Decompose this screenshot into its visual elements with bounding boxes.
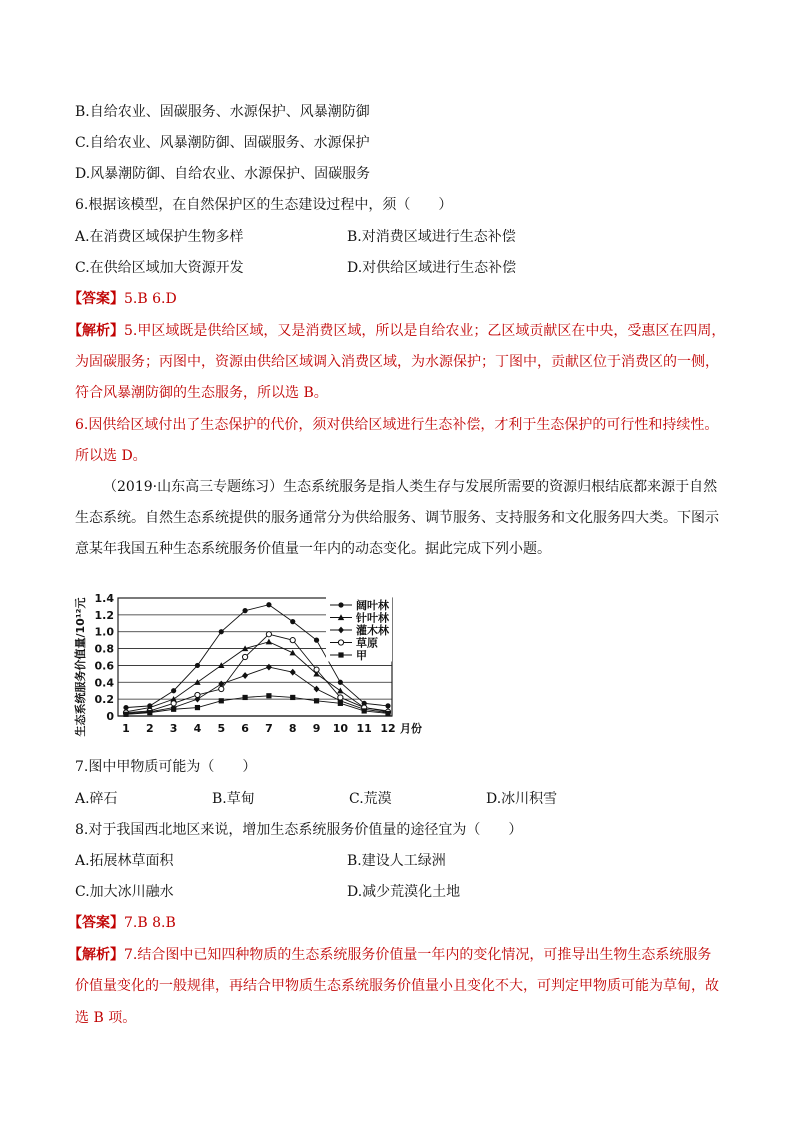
q7-option-b: B.草甸 [212, 791, 255, 807]
legend-entry: 针叶林 [356, 611, 389, 625]
y-tick-label: 1.4 [94, 592, 114, 605]
data-point [123, 712, 128, 717]
data-point [290, 638, 295, 643]
explanation-7-8-line2: 价值量变化的一般规律，再结合甲物质生态系统服务价值量小且变化不大，可判定甲物质可能为草甸，故 [75, 978, 719, 994]
explanation-5-6-line1 [68, 321, 725, 341]
x-tick-label: 6 [241, 722, 249, 735]
q5-option-b: B.自给农业、固碳服务、水源保护、风暴潮防御 [75, 104, 370, 120]
answer-5-6 [68, 289, 177, 309]
data-point [195, 692, 200, 697]
answer-text: 7.B 8.B [124, 915, 176, 931]
y-tick-label: 0 [106, 710, 114, 723]
series-line [126, 667, 388, 713]
q6-option-b: B.对消费区域进行生态补偿 [347, 229, 516, 245]
intro-line1: （2019·山东高三专题练习）生态系统服务是指人类生存与发展所需要的资源归根结底都来源于自然 [103, 479, 718, 495]
explanation-7-8-line3: 选 B 项。 [75, 1010, 137, 1026]
legend-marker [338, 652, 343, 657]
explanation-7-8-line1 [68, 945, 711, 965]
data-point [195, 663, 200, 668]
data-point [219, 686, 224, 691]
data-point [219, 698, 224, 703]
explanation-5-6-line3: 符合风暴潮防御的生态服务，所以选 B。 [75, 385, 328, 401]
data-point [242, 654, 247, 659]
data-point [362, 708, 367, 713]
y-tick-label: 1.0 [94, 625, 114, 639]
explanation-5-6-line5: 所以选 D。 [75, 448, 147, 464]
answer-text: 5.B 6.D [124, 291, 177, 307]
q6-stem: 6.根据该模型，在自然保护区的生态建设过程中，须（ ） [75, 197, 453, 213]
legend-marker [338, 602, 343, 607]
data-point [290, 695, 295, 700]
data-point [171, 688, 176, 693]
data-point [195, 705, 200, 710]
data-point [242, 608, 247, 613]
y-tick-label: 0.2 [94, 693, 114, 707]
explanation-text: 5.甲区域既是供给区域，又是消费区域，所以是自给农业；乙区域贡献区在中央，受惠区在四周， [124, 323, 726, 339]
x-tick-label: 10 [332, 722, 349, 735]
data-point [266, 639, 272, 645]
x-tick-label: 1 [122, 722, 130, 735]
q6-option-d: D.对供给区域进行生态补偿 [347, 260, 517, 276]
explanation-5-6-line2: 为固碳服务；丙图中，资源由供给区域调入消费区域，为水源保护；丁图中，贡献区位于消费区的一侧， [75, 354, 719, 370]
data-point [338, 680, 343, 685]
data-point [338, 695, 343, 700]
q8-option-c: C.加大冰川融水 [75, 884, 174, 900]
data-point [242, 695, 247, 700]
y-tick-label: 0.6 [94, 659, 114, 673]
explanation-text: 7.结合图中已知四种物质的生态系统服务价值量一年内的变化情况，可推导出生物生态系统服务 [124, 947, 712, 963]
q7-stem: 7.图中甲物质可能为（ ） [75, 759, 257, 775]
data-point [337, 688, 343, 694]
explanation-tag: 【解析】 [68, 323, 124, 339]
q6-option-c: C.在供给区域加大资源开发 [75, 260, 244, 276]
x-tick-label: 2 [145, 722, 154, 735]
answer-tag: 【答案】 [68, 915, 124, 931]
q6-option-a: A.在消费区域保护生物多样 [75, 229, 244, 245]
x-tick-label: 3 [169, 722, 178, 735]
data-point [242, 672, 248, 679]
explanation-tag: 【解析】 [68, 947, 124, 963]
legend-entry: 灌木林 [356, 624, 389, 637]
data-point [171, 707, 176, 712]
q8-option-d: D.减少荒漠化土地 [347, 884, 461, 900]
q8-stem: 8.对于我国西北地区来说，增加生态系统服务价值量的途径宜为（ ） [75, 822, 523, 838]
q7-option-d: D.冰川积雪 [486, 791, 558, 807]
ecosystem-value-line-chart [72, 568, 422, 743]
data-point [266, 664, 272, 671]
x-tick-label: 11 [356, 722, 372, 735]
data-point [385, 703, 390, 708]
data-point [314, 638, 319, 643]
data-point [314, 686, 320, 693]
series-line [126, 696, 388, 715]
explanation-5-6-line4: 6.因供给区域付出了生态保护的代价，须对供给区域进行生态补偿，才利于生态保护的可行性和持续性。 [75, 417, 719, 433]
data-point [266, 632, 271, 637]
q8-option-a: A.拓展林草面积 [75, 853, 174, 869]
x-tick-label: 8 [288, 722, 297, 735]
legend-marker [338, 640, 343, 645]
y-tick-label: 0.8 [94, 642, 114, 656]
data-point [219, 629, 224, 634]
legend-entry: 阔叶林 [356, 599, 389, 612]
legend-entry: 甲 [356, 649, 367, 662]
y-tick-label: 1.2 [94, 608, 114, 622]
q5-option-d: D.风暴潮防御、自给农业、水源保护、固碳服务 [75, 166, 371, 182]
intro-line3: 意某年我国五种生态系统服务价值量一年内的动态变化。据此完成下列小题。 [75, 541, 551, 557]
x-tick-label: 9 [312, 722, 321, 735]
x-tick-label: 7 [265, 722, 273, 735]
y-tick-label: 0.4 [94, 676, 114, 690]
data-point [314, 667, 319, 672]
x-axis-label: 月份 [400, 722, 422, 735]
x-tick-label: 4 [193, 722, 202, 735]
data-point [338, 701, 343, 706]
x-tick-label: 12 [380, 722, 396, 735]
data-point [266, 693, 271, 698]
data-point [385, 711, 390, 716]
intro-line2: 生态系统。自然生态系统提供的服务通常分为供给服务、调节服务、支持服务和文化服务四大类。下图示 [75, 510, 719, 526]
y-axis-label: 生态系统服务价值量/10¹²元 [74, 597, 87, 737]
answer-tag: 【答案】 [68, 291, 124, 307]
data-point [290, 619, 295, 624]
x-tick-label: 5 [217, 722, 226, 735]
answer-7-8 [68, 913, 176, 933]
q8-option-b: B.建设人工绿洲 [347, 853, 446, 869]
data-point [266, 602, 271, 607]
q5-option-c: C.自给农业、风暴潮防御、固碳服务、水源保护 [75, 135, 370, 151]
data-point [171, 701, 176, 706]
data-point [290, 669, 296, 676]
data-point [290, 650, 296, 656]
q7-option-a: A.碎石 [75, 791, 118, 807]
data-point [147, 710, 152, 715]
q7-option-c: C.荒漠 [349, 791, 392, 807]
legend-entry: 草原 [356, 636, 378, 650]
data-point [314, 698, 319, 703]
